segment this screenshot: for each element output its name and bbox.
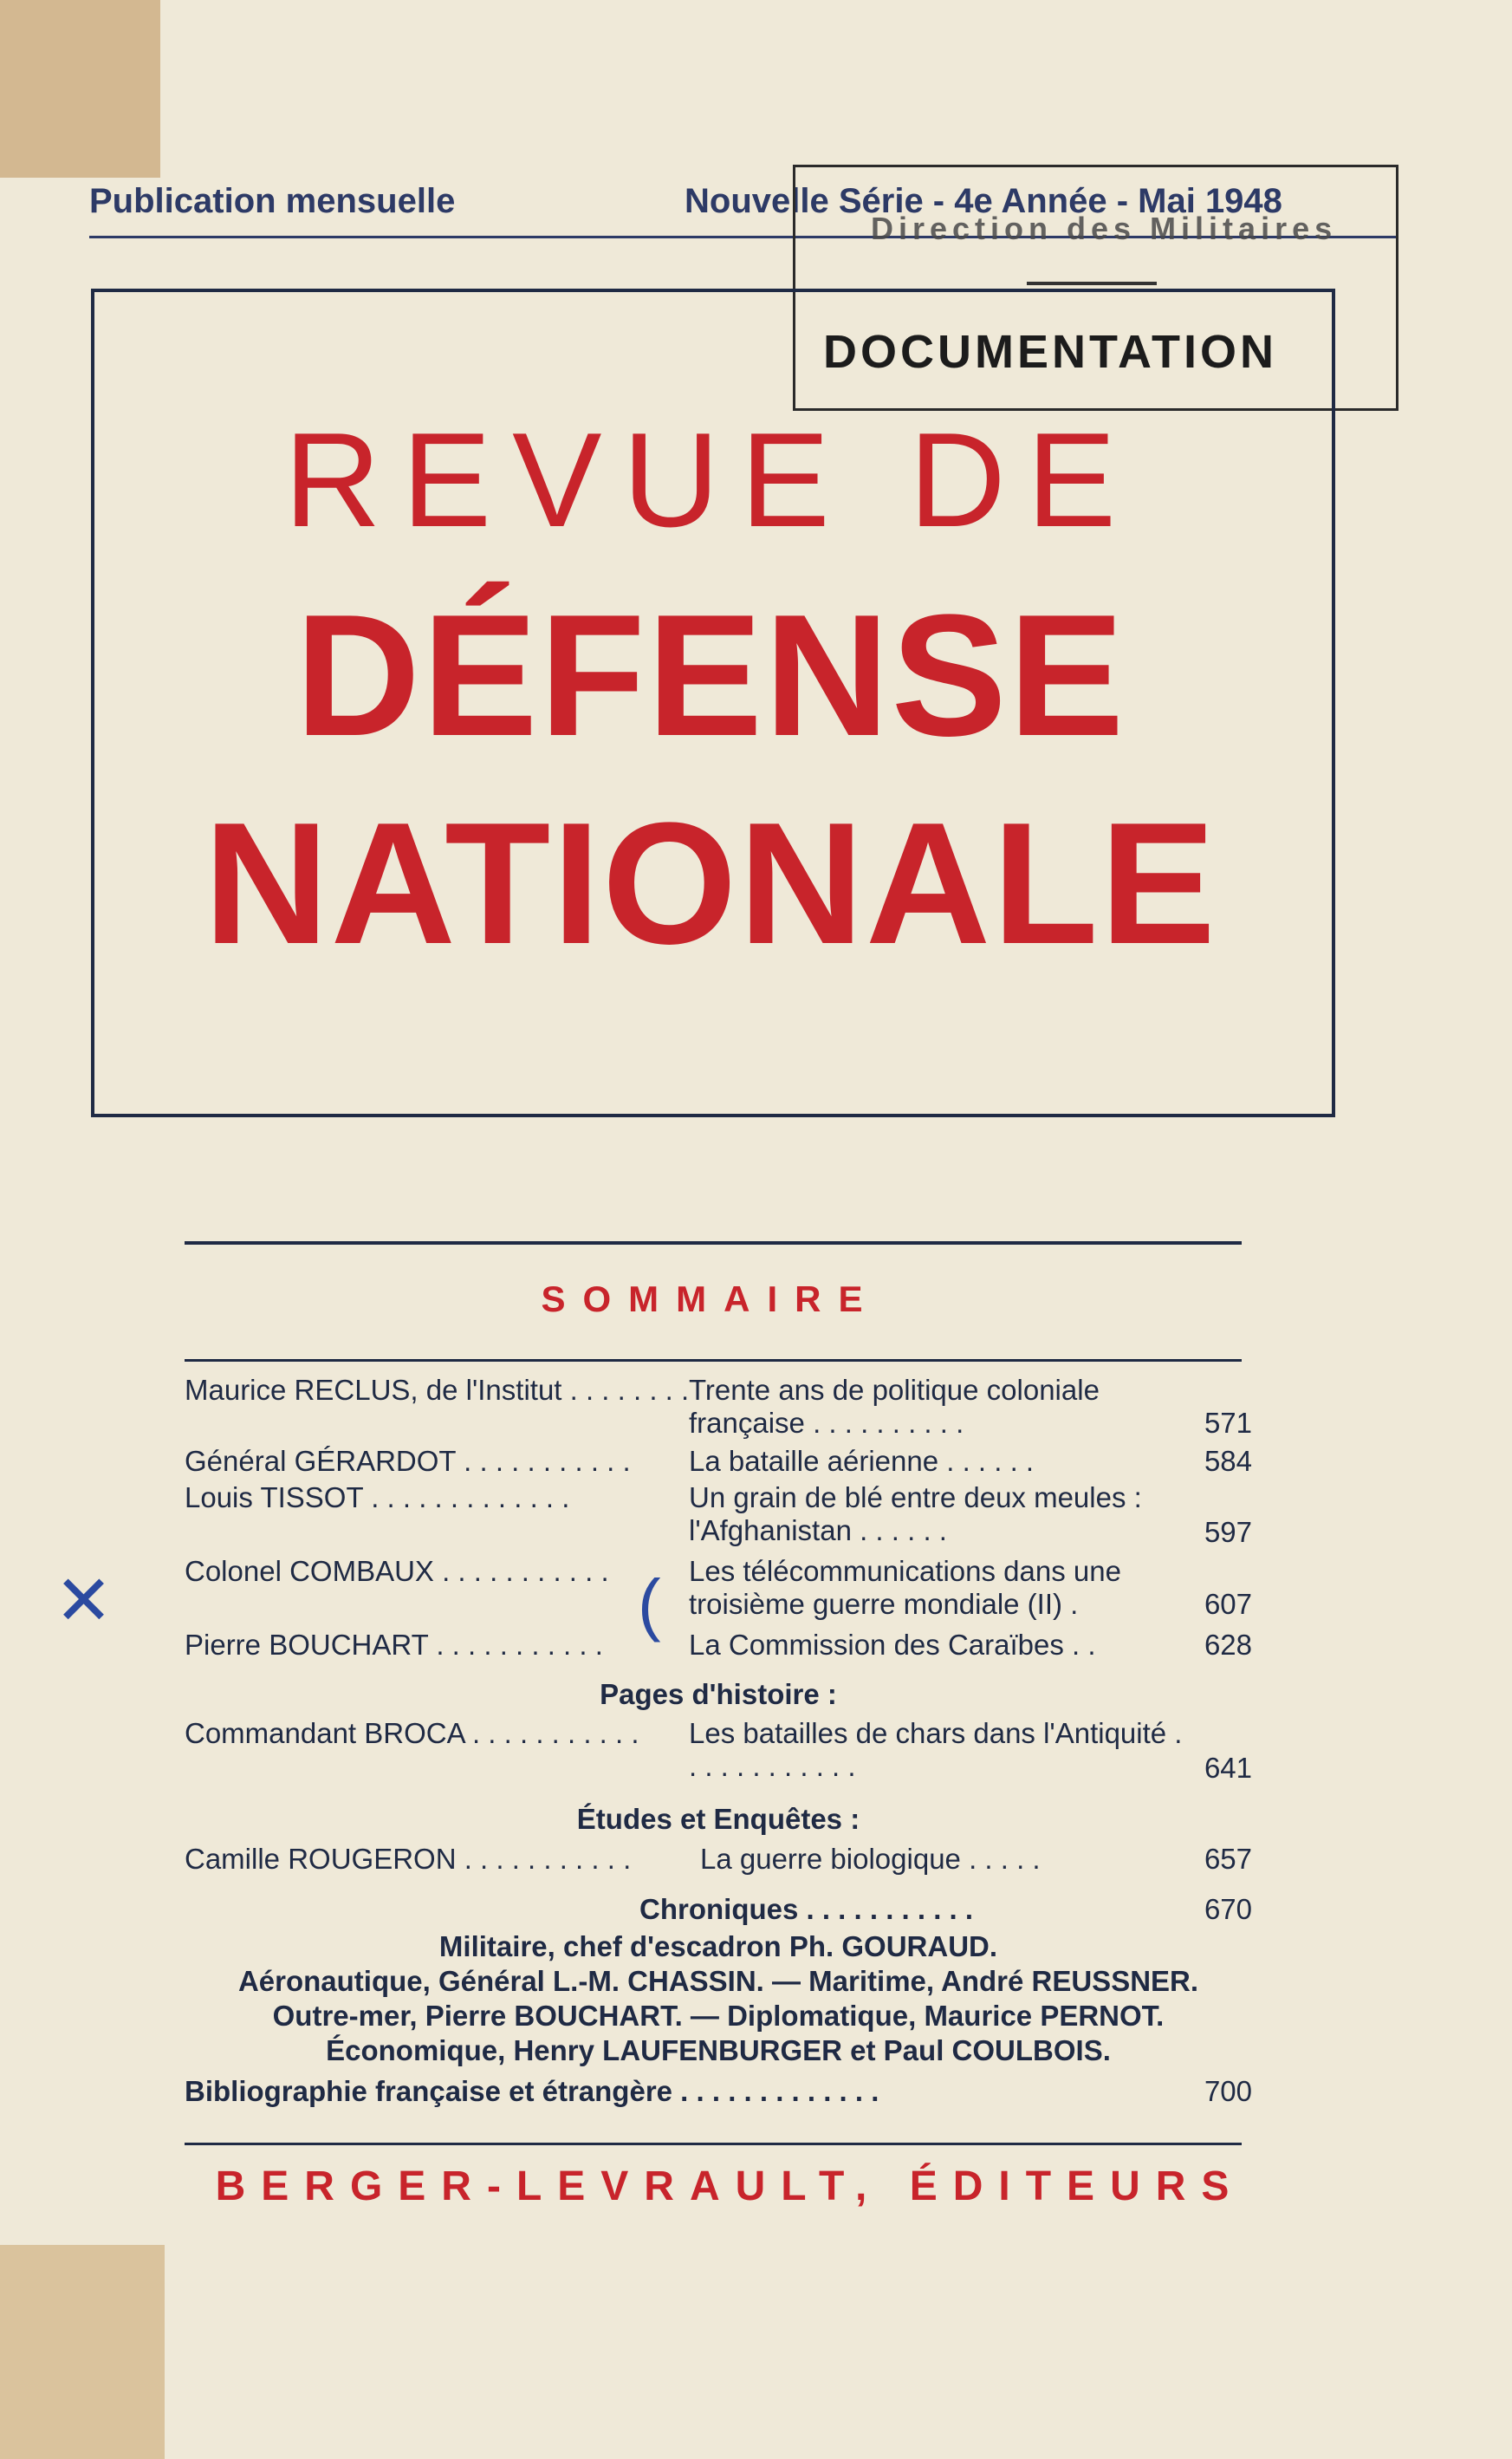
toc-page: 628 bbox=[1204, 1629, 1252, 1661]
chronique-line: Militaire, chef d'escadron Ph. GOURAUD. bbox=[438, 1930, 998, 1962]
toc-author: Maurice RECLUS, de l'Institut . . . . . . . . bbox=[185, 1374, 690, 1406]
bibliographie-row bbox=[185, 2075, 1252, 2117]
toc-page: 597 bbox=[1204, 1516, 1252, 1548]
toc-author: Colonel COMBAUX . . . . . . . . . . . bbox=[185, 1555, 609, 1587]
paper-stain-top bbox=[0, 0, 160, 178]
paper-stain-bottom bbox=[0, 2245, 165, 2459]
toc-page: 641 bbox=[1204, 1752, 1252, 1784]
handwritten-x-mark: ✕ bbox=[55, 1562, 114, 1639]
toc-author: Général GÉRARDOT . . . . . . . . . . . bbox=[185, 1445, 631, 1477]
title-line-3: NATIONALE bbox=[204, 787, 1217, 980]
toc-article: La guerre biologique . . . . . bbox=[700, 1843, 1041, 1875]
chronique-line: Aéronautique, Général L.-M. CHASSIN. — Maritime, André REUSSNER. bbox=[237, 1965, 1199, 1997]
title-line-2: DÉFENSE bbox=[295, 579, 1126, 772]
chroniques-page: 670 bbox=[1204, 1893, 1252, 1925]
table-of-contents bbox=[185, 1374, 1252, 2117]
toc-article: Trente ans de politique coloniale française . . . . . . . . . . bbox=[689, 1374, 1100, 1439]
toc-row bbox=[185, 1481, 1252, 1555]
chroniques-label: Chroniques . . . . . . . . . . . bbox=[639, 1893, 974, 1925]
chronique-line: Outre-mer, Pierre BOUCHART. — Diplomatique, Maurice PERNOT. bbox=[272, 2000, 1165, 2032]
toc-row bbox=[185, 1374, 1252, 1445]
sommaire-heading: SOMMAIRE bbox=[541, 1278, 880, 1319]
section-etudes-enquetes: Études et Enquêtes : bbox=[576, 1803, 860, 1835]
bibliographie-page: 700 bbox=[1204, 2075, 1252, 2107]
section-pages-histoire: Pages d'histoire : bbox=[600, 1678, 837, 1710]
toc-author: Louis TISSOT . . . . . . . . . . . . . bbox=[185, 1481, 570, 1513]
toc-article: La bataille aérienne . . . . . . bbox=[689, 1445, 1035, 1477]
series-issue-info: Nouvelle Série - 4e Année - Mai 1948 bbox=[685, 182, 1282, 220]
sommaire-bottom-rule bbox=[185, 1359, 1242, 1362]
toc-author: Commandant BROCA . . . . . . . . . . . bbox=[185, 1717, 639, 1749]
sommaire-top-rule bbox=[185, 1241, 1242, 1245]
toc-article: Un grain de blé entre deux meules : l'Afghanistan . . . . . . bbox=[689, 1481, 1142, 1546]
chroniques-row bbox=[185, 1893, 1252, 1929]
toc-row bbox=[185, 1717, 1252, 1795]
stamp-documentation: DOCUMENTATION bbox=[823, 326, 1277, 378]
toc-article: La Commission des Caraïbes . . bbox=[689, 1629, 1096, 1661]
toc-author: Pierre BOUCHART . . . . . . . . . . . bbox=[185, 1629, 603, 1661]
publisher-rule bbox=[185, 2143, 1242, 2145]
toc-article: Les batailles de chars dans l'Antiquité . . . . . . . . . . . . bbox=[689, 1717, 1183, 1782]
toc-page: 571 bbox=[1204, 1407, 1252, 1439]
toc-article: Les télécommunications dans une troisième guerre mondiale (II) . bbox=[689, 1555, 1121, 1620]
toc-author: Camille ROUGERON . . . . . . . . . . . bbox=[185, 1843, 632, 1875]
stamp-dash bbox=[1027, 282, 1157, 285]
toc-row bbox=[185, 1629, 1252, 1672]
stamp-line-1: Direction des Militaires bbox=[871, 211, 1338, 246]
toc-row bbox=[185, 1555, 1252, 1629]
toc-row bbox=[185, 1843, 1252, 1893]
publisher-name: BERGER-LEVRAULT, ÉDITEURS bbox=[215, 2163, 1245, 2209]
title-line-1: REVUE DE bbox=[283, 405, 1138, 555]
toc-row bbox=[185, 1445, 1252, 1481]
handwritten-brace: ( bbox=[638, 1565, 661, 1643]
toc-page: 607 bbox=[1204, 1588, 1252, 1620]
publication-frequency: Publication mensuelle bbox=[89, 182, 456, 220]
toc-page: 584 bbox=[1204, 1445, 1252, 1477]
chronique-line: Économique, Henry LAUFENBURGER et Paul COULBOIS. bbox=[326, 2034, 1111, 2066]
toc-page: 657 bbox=[1204, 1843, 1252, 1875]
bibliographie-label: Bibliographie française et étrangère . . . . . . . . . . . . . bbox=[185, 2075, 879, 2107]
